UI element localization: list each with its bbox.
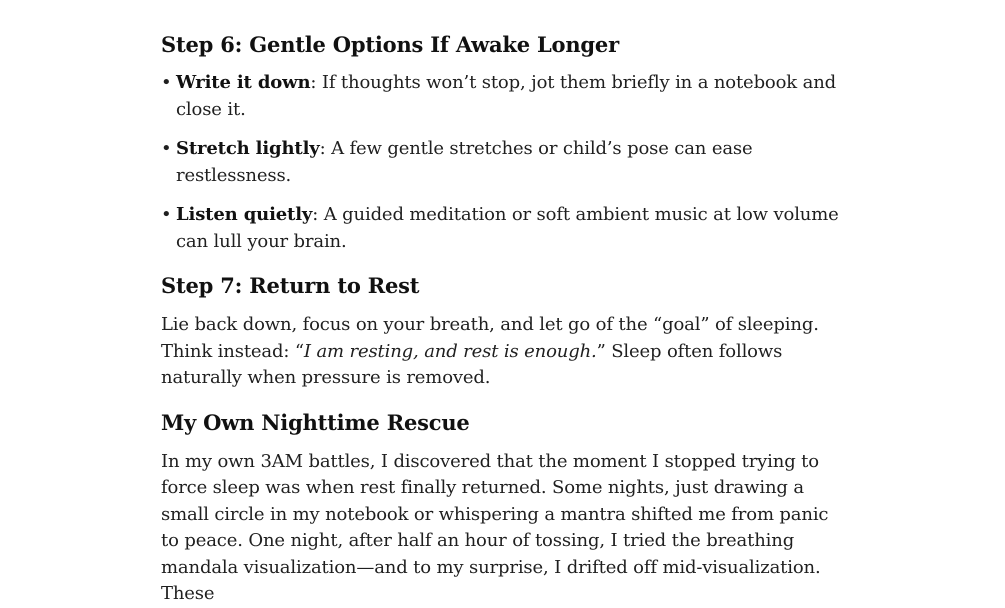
- list-item-text: : A few gentle stretches or child’s pose can ease restlessness.: [176, 138, 753, 186]
- list-item: [161, 70, 841, 123]
- bullet-marker: •: [161, 72, 172, 93]
- list-item: [161, 136, 841, 189]
- bullet-marker: •: [161, 204, 172, 225]
- bullet-marker: •: [161, 138, 172, 159]
- list-item-text: : A guided meditation or soft ambient music at low volume can lull your brain.: [176, 204, 839, 252]
- section-heading-nighttime-rescue: My Own Nighttime Rescue: [161, 409, 470, 435]
- gentle-options-list: [161, 70, 841, 255]
- section-heading-step-6: Step 6: Gentle Options If Awake Longer: [161, 32, 619, 57]
- section-heading-step-7: Step 7: Return to Rest: [161, 273, 420, 298]
- paragraph-text: Lie back down, focus on your breath, and let go of the “goal” of sleeping. Think instead: “: [161, 314, 819, 362]
- rescue-paragraph: In my own 3AM battles, I discovered that the moment I stopped trying to force sleep was when rest finally returned. Some nights, just drawing a small circle in my notebook or whispering a mantra shifted me from panic to peace. One night, after half an hour of tossing, I tried the breathing mandala visualization—and to my surprise, I drifted off mid-visualization. These: [161, 450, 829, 604]
- list-item-term: Stretch lightly: [176, 138, 320, 159]
- list-item-term: Listen quietly: [176, 204, 313, 225]
- paragraph-text: ” Sleep often follows naturally when pressure is removed.: [161, 340, 783, 388]
- mantra-quote: I am resting, and rest is enough.: [303, 340, 597, 362]
- list-item-term: Write it down: [176, 72, 311, 93]
- list-item-text: : If thoughts won’t stop, jot them briefly in a notebook and close it.: [176, 72, 837, 120]
- list-item: [161, 202, 841, 255]
- article-content: [161, 30, 841, 608]
- step-7-paragraph: [161, 312, 841, 392]
